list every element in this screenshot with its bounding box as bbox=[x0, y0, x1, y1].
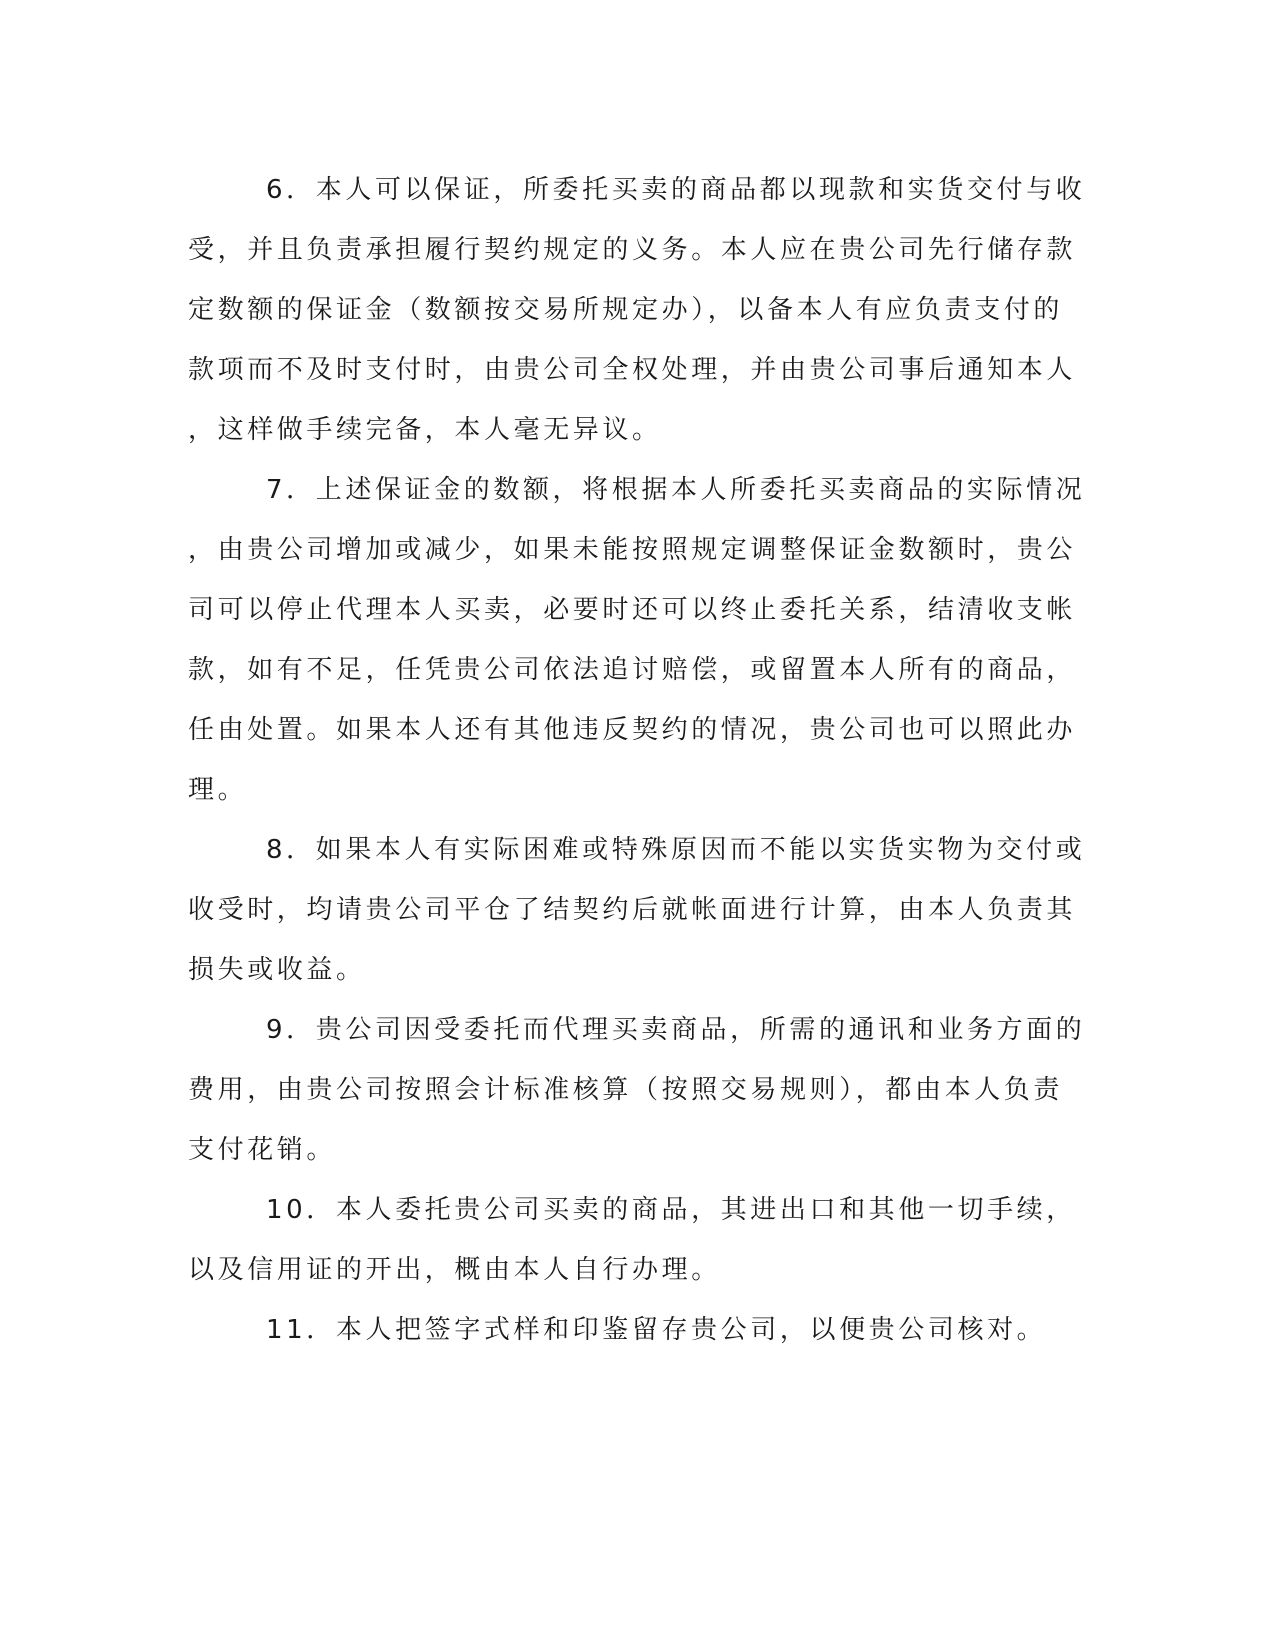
paragraph-7 bbox=[188, 460, 1086, 820]
paragraph-line: 10．本人委托贵公司买卖的商品，其进出口和其他一切手续， bbox=[266, 1195, 1076, 1225]
paragraph-10 bbox=[188, 1180, 1076, 1300]
paragraph-line: 9．贵公司因受委托而代理买卖商品，所需的通讯和业务方面的 bbox=[266, 1015, 1086, 1045]
paragraph-line: 司可以停止代理本人买卖，必要时还可以终止委托关系，结清收支帐 bbox=[188, 595, 1077, 625]
paragraph-line: 以及信用证的开出，概由本人自行办理。 bbox=[188, 1255, 721, 1285]
paragraph-line: 收受时，均请贵公司平仓了结契约后就帐面进行计算，由本人负责其 bbox=[188, 895, 1077, 925]
paragraph-line: 8．如果本人有实际困难或特殊原因而不能以实货实物为交付或 bbox=[266, 835, 1086, 865]
paragraph-line: 费用，由贵公司按照会计标准核算（按照交易规则），都由本人负责 bbox=[188, 1075, 1064, 1105]
paragraph-8 bbox=[188, 820, 1086, 1000]
paragraph-line: 款，如有不足，任凭贵公司依法追讨赔偿，或留置本人所有的商品， bbox=[188, 655, 1077, 685]
paragraph-line: 6．本人可以保证，所委托买卖的商品都以现款和实货交付与收 bbox=[266, 175, 1086, 205]
document-body bbox=[188, 160, 1086, 1360]
paragraph-line: ，由贵公司增加或减少，如果未能按照规定调整保证金数额时，贵公 bbox=[188, 535, 1077, 565]
paragraph-line: 损失或收益。 bbox=[188, 955, 366, 985]
paragraph-6 bbox=[188, 160, 1086, 460]
paragraph-line: 受，并且负责承担履行契约规定的义务。本人应在贵公司先行储存款 bbox=[188, 235, 1077, 265]
paragraph-line: ，这样做手续完备，本人毫无异议。 bbox=[188, 415, 662, 445]
paragraph-line: 理。 bbox=[188, 775, 248, 805]
paragraph-line: 任由处置。如果本人还有其他违反契约的情况，贵公司也可以照此办 bbox=[188, 715, 1077, 745]
paragraph-line: 11．本人把签字式样和印鉴留存贵公司，以便贵公司核对。 bbox=[266, 1315, 1047, 1345]
paragraph-11 bbox=[188, 1300, 1068, 1360]
paragraph-line: 定数额的保证金（数额按交易所规定办），以备本人有应负责支付的 bbox=[188, 295, 1064, 325]
paragraph-line: 7．上述保证金的数额，将根据本人所委托买卖商品的实际情况 bbox=[266, 475, 1086, 505]
paragraph-line: 款项而不及时支付时，由贵公司全权处理，并由贵公司事后通知本人 bbox=[188, 355, 1077, 385]
paragraph-9 bbox=[188, 1000, 1086, 1180]
paragraph-line: 支付花销。 bbox=[188, 1135, 337, 1165]
